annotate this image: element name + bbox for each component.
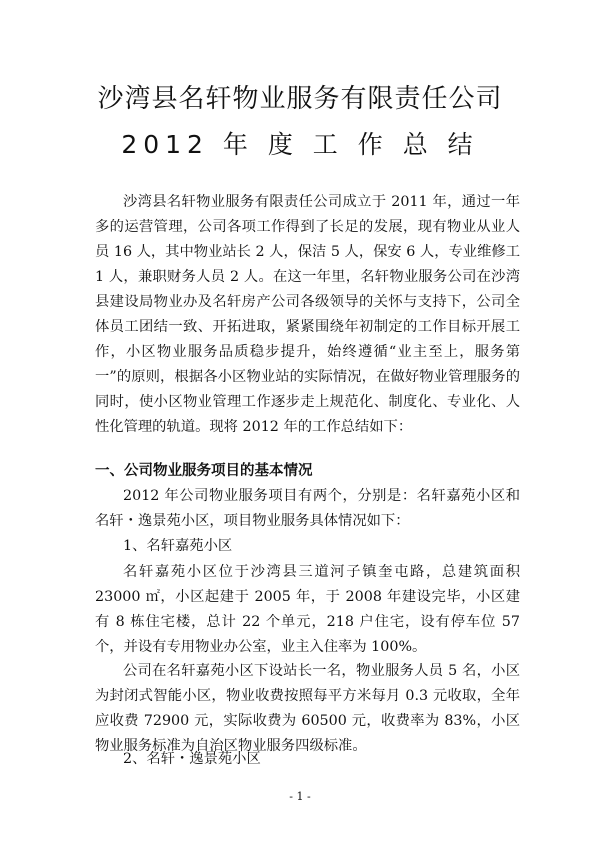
section1-intro-paragraph: 2012 年公司物业服务项目有两个，分别是：名轩嘉苑小区和名轩・逸景苑小区，项目物业服务具体情况如下： — [95, 488, 520, 529]
item1-paragraph-1: 名轩嘉苑小区位于沙湾县三道河子镇奎屯路，总建筑面积 23000 ㎡，小区起建于 2005 年，于 2008 年建设完毕，小区建有 8 栋住宅楼，总计 22 个单元，218 户住宅，设有停车位 57 个，并设有专用物业办公室，业主入住率为 100%。 — [95, 564, 520, 655]
item1-paragraph-2: 公司在名轩嘉苑小区下设站长一名，物业服务人员 5 名，小区为封闭式智能小区，物业收费按照每平方米每月 0.3 元收取，全年应收费 72900 元，实际收费为 60500 元，收费率为 83%，小区物业服务标准为自治区物业服务四级标准。 — [95, 663, 520, 754]
item2-heading: 2、名轩・逸景苑小区 — [123, 751, 261, 767]
document-subtitle: 2012 年 度 工 作 总 结 — [121, 130, 479, 159]
item1-heading: 1、名轩嘉苑小区 — [123, 538, 233, 554]
page-number: - 1 - — [289, 790, 311, 803]
section1-heading: 一、公司物业服务项目的基本情况 — [95, 462, 313, 479]
intro-paragraph: 沙湾县名轩物业服务有限责任公司成立于 2011 年，通过一年多的运营管理，公司各项工作得到了长足的发展，现有物业从业人员 16 人，其中物业站长 2 人，保洁 5 人，保安 6 人，专业维修工 1 人，兼职财务人员 2 人。在这一年里，名轩物业服务公司在沙湾县建设局物业办及名轩房产公司各级领导的关怀与支持下，公司全体员工团结一致、开拓进取，紧紧围绕年初制定的工作目标开展工作，小区物业服务品质稳步提升，始终遵循“业主至上，服务第一”的原则，根据各小区物业站的实际情况，在做好物业管理服务的同时，使小区物业管理工作逐步走上规范化、制度化、专业化、人性化管理的轨道。现将 2012 年的工作总结如下： — [95, 194, 520, 435]
document-title: 沙湾县名轩物业服务有限责任公司 — [97, 84, 503, 114]
